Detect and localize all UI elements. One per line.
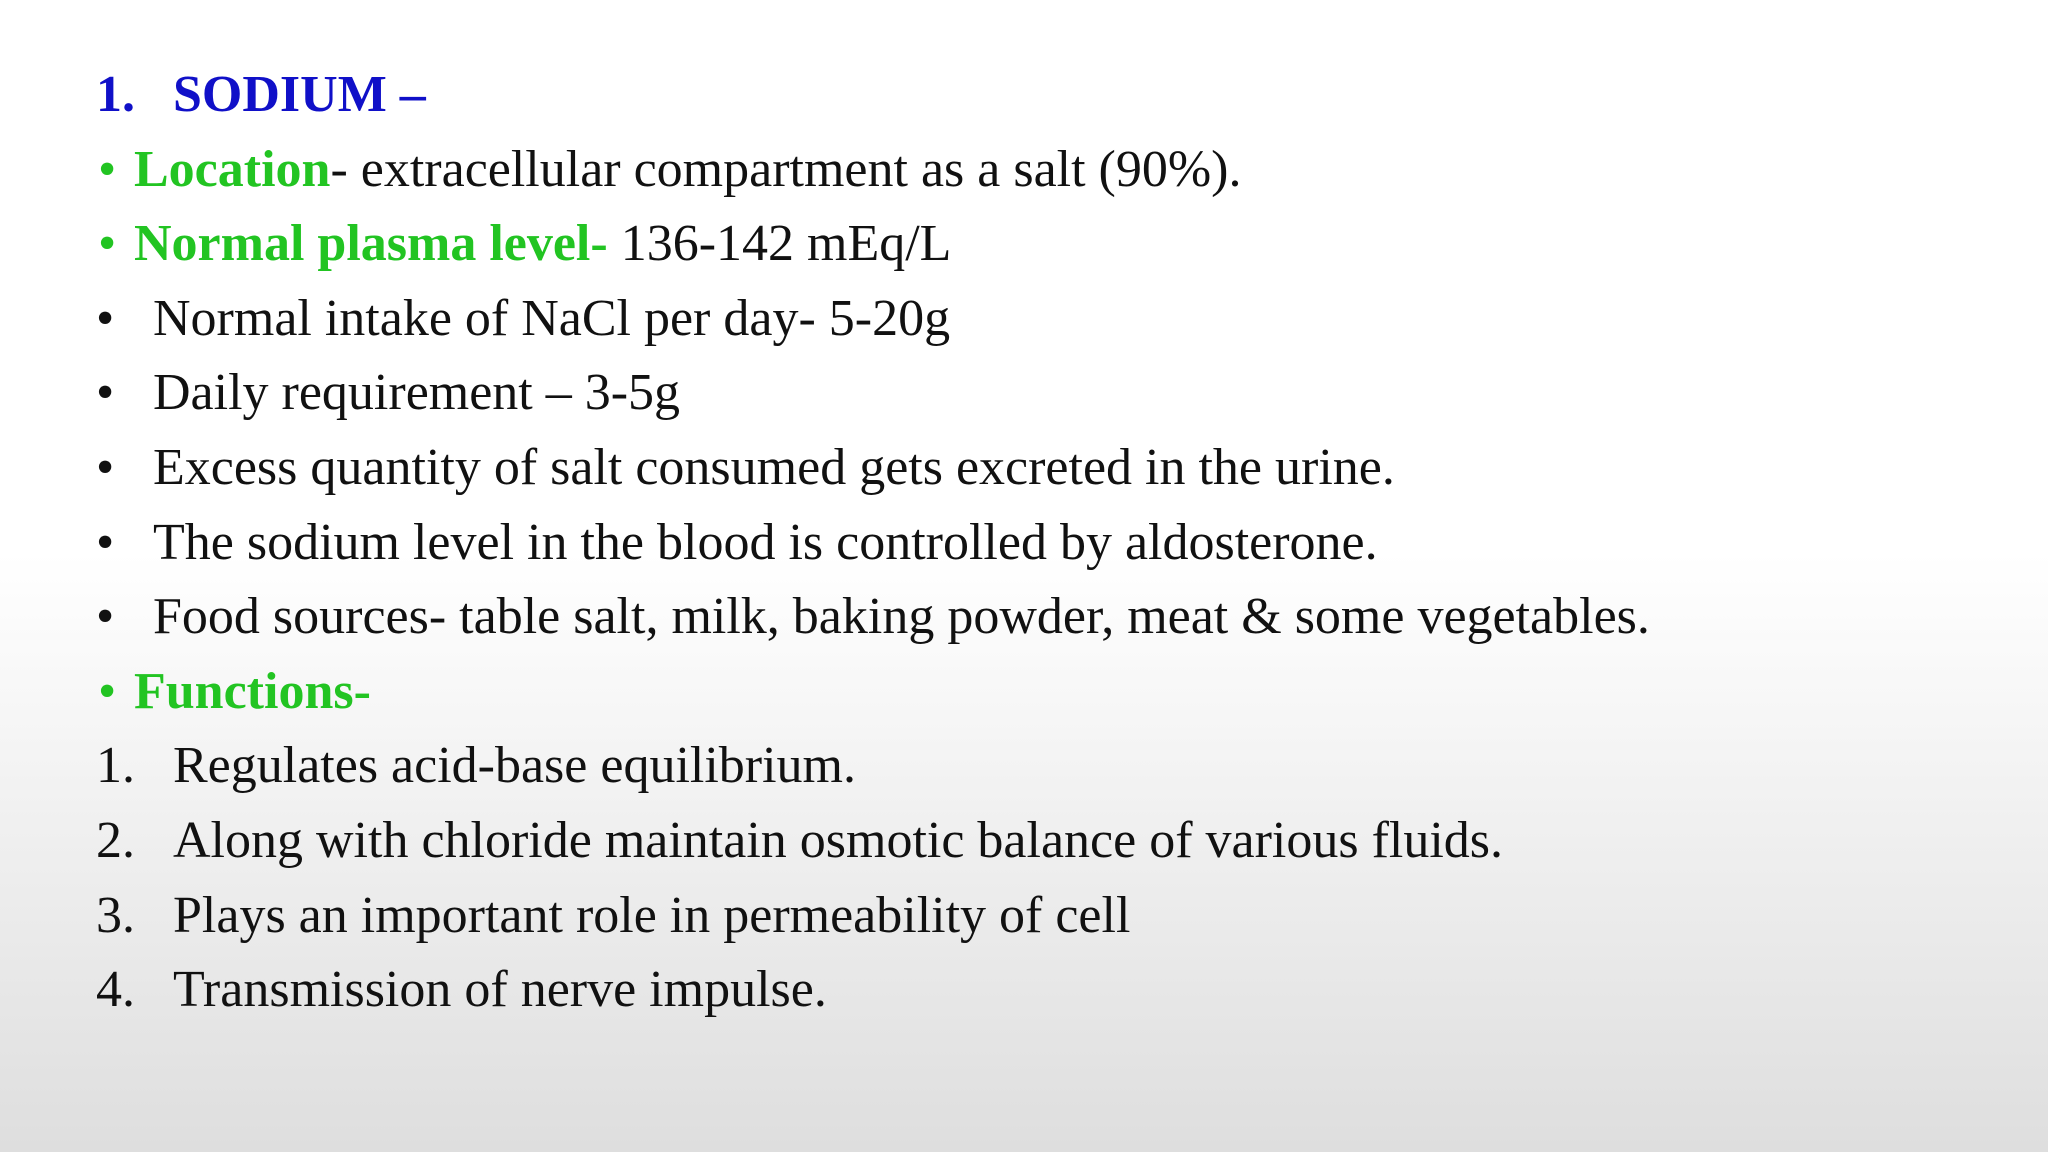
location-label: Location [134,140,331,198]
functions-label: Functions- [134,662,371,720]
fact-text: Daily requirement – 3-5g [153,364,681,422]
function-text: Along with chloride maintain osmotic balance of various fluids. [173,811,1504,869]
heading-title: SODIUM – [173,66,426,123]
bullet-fact [96,506,1996,581]
bullet-dot: • [96,513,115,571]
fact-text: Food sources- table salt, milk, baking powder, meat & some vegetables. [153,588,1650,646]
plasma-text: 136-142 mEq/L [607,215,952,273]
function-number: 4. [96,961,135,1019]
function-item [96,729,1996,804]
bullet-fact [96,431,1996,506]
function-text: Transmission of nerve impulse. [173,961,827,1019]
function-item [96,953,1996,1028]
function-text: Regulates acid-base equilibrium. [173,737,857,795]
function-item [96,879,1996,954]
bullet-dot: • [96,438,115,496]
bullet-dot: • [96,289,115,347]
function-number: 3. [96,886,135,944]
fact-text: The sodium level in the blood is controlled by aldosterone. [153,513,1378,571]
fact-text: Normal intake of NaCl per day- 5-20g [153,289,951,347]
bullet-dot: • [98,662,117,720]
slide-heading [96,58,1996,133]
bullet-fact [96,356,1996,431]
function-number: 2. [96,811,135,869]
bullet-functions [96,655,1996,730]
bullet-dot: • [96,364,115,422]
slide-content [96,58,1996,1028]
heading-number: 1. [96,66,135,123]
function-text: Plays an important role in permeability of cell [173,886,1131,944]
plasma-label: Normal plasma level- [134,215,608,273]
fact-text: Excess quantity of salt consumed gets excreted in the urine. [153,438,1395,496]
function-item [96,804,1996,879]
location-text: - extracellular compartment as a salt (90%). [330,140,1242,198]
bullet-dot: • [96,588,115,646]
bullet-fact [96,580,1996,655]
bullet-dot: • [98,215,117,273]
bullet-fact [96,282,1996,357]
bullet-plasma-level [96,207,1996,282]
bullet-dot: • [98,140,117,198]
bullet-location [96,133,1996,208]
function-number: 1. [96,737,135,795]
